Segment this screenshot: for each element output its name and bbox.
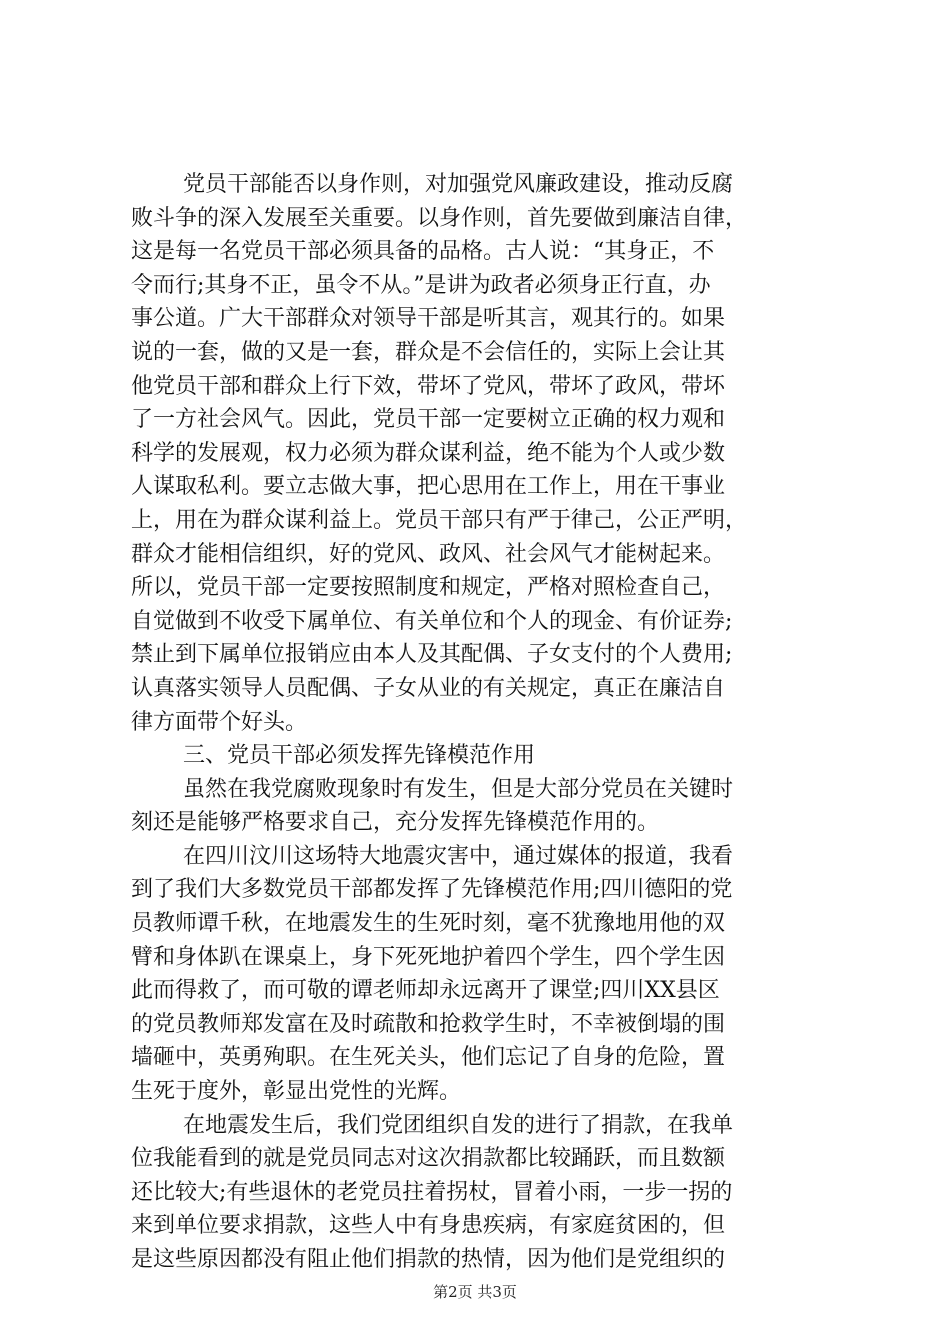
text-line: 禁止到下属单位报销应由本人及其配偶、子女支付的个人费用;: [131, 642, 733, 668]
text-line: 了一方社会风气。因此，党员干部一定要树立正确的权力观和: [131, 407, 726, 433]
text-line: 自觉做到不收受下属单位、有关单位和个人的现金、有价证券;: [131, 608, 733, 634]
text-line: 科学的发展观，权力必须为群众谋利益，绝不能为个人或少数: [131, 440, 726, 466]
text-line: 令而行;其身不正，虽令不从。”是讲为政者必须身正行直，办: [131, 272, 711, 298]
text-line: 在地震发生后，我们党团组织自发的进行了捐款，在我单: [183, 1112, 734, 1138]
text-line: 认真落实领导人员配偶、子女从业的有关规定，真正在廉洁自: [131, 675, 726, 701]
text-line: 群众才能相信组织，好的党风、政风、社会风气才能树起来。: [131, 541, 726, 567]
text-line: 败斗争的深入发展至关重要。以身作则，首先要做到廉洁自律，: [131, 205, 748, 231]
text-line: 的党员教师郑发富在及时疏散和抢救学生时，不幸被倒塌的围: [131, 1011, 726, 1037]
text-line: 刻还是能够严格要求自己，充分发挥先锋模范作用的。: [131, 810, 660, 836]
text-line: 在四川汶川这场特大地震灾害中，通过媒体的报道，我看: [183, 843, 734, 869]
text-line: 这是每一名党员干部必须具备的品格。古人说：“其身正，不: [131, 239, 715, 265]
text-line: 此而得救了，而可敬的谭老师却永远离开了课堂;四川XX县区: [131, 978, 720, 1004]
text-line: 所以，党员干部一定要按照制度和规定，严格对照检查自己，: [131, 575, 726, 601]
text-line: 员教师谭千秋，在地震发生的生死时刻，毫不犹豫地用他的双: [131, 911, 726, 937]
text-line: 事公道。广大干部群众对领导干部是听其言，观其行的。如果: [131, 306, 726, 332]
text-line: 位我能看到的就是党员同志对这次捐款都比较踊跃，而且数额: [131, 1146, 726, 1172]
text-line: 律方面带个好头。: [131, 709, 308, 735]
text-line: 来到单位要求捐款，这些人中有身患疾病，有家庭贫困的，但: [131, 1213, 726, 1239]
text-line: 生死于度外，彰显出党性的光辉。: [131, 1079, 462, 1105]
text-line: 还比较大;有些退休的老党员拄着拐杖，冒着小雨，一步一拐的: [131, 1179, 733, 1205]
text-line: 说的一套，做的又是一套，群众是不会信任的，实际上会让其: [131, 339, 726, 365]
body-text: [131, 168, 831, 1277]
text-line: 虽然在我党腐败现象时有发生，但是大部分党员在关键时: [183, 776, 734, 802]
text-line: 到了我们大多数党员干部都发挥了先锋模范作用;四川德阳的党: [131, 877, 733, 903]
text-line: 上，用在为群众谋利益上。党员干部只有严于律己，公正严明，: [131, 507, 748, 533]
text-line: 人谋取私利。要立志做大事，把心思用在工作上，用在干事业: [131, 474, 726, 500]
page-number-footer: 第2页 共3页: [433, 1283, 517, 1301]
text-line: 臂和身体趴在课桌上，身下死死地护着四个学生，四个学生因: [131, 944, 726, 970]
text-line: 墙砸中，英勇殉职。在生死关头，他们忘记了自身的危险，置: [131, 1045, 726, 1071]
section-heading: 三、党员干部必须发挥先锋模范作用: [183, 743, 536, 769]
text-line: 他党员干部和群众上行下效，带坏了党风，带坏了政风，带坏: [131, 373, 726, 399]
text-line: 党员干部能否以身作则，对加强党风廉政建设，推动反腐: [183, 172, 734, 197]
text-line: 是这些原因都没有阻止他们捐款的热情，因为他们是党组织的: [131, 1247, 726, 1272]
